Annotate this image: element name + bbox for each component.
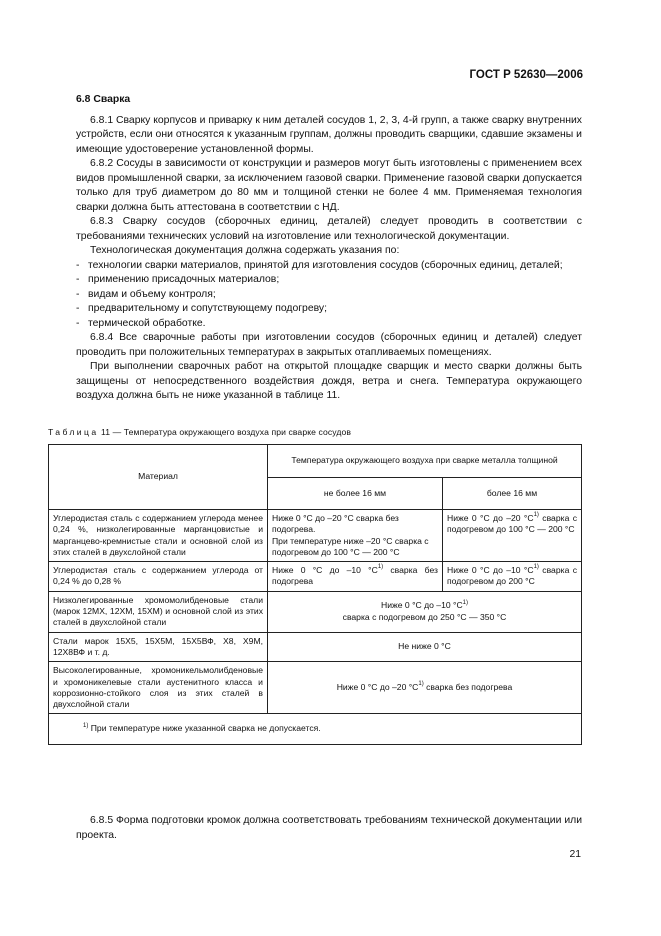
cell-thick: [443, 562, 582, 592]
cell-material: Углеродистая сталь с содержанием углерода менее 0,24 %, низколегированные марганцовистые и марганцево-кремнистые стали и основной слой из этих сталей в двухслойной стали: [49, 510, 268, 562]
list-item: [76, 302, 582, 317]
list-item-text: технологии сварки материалов, принятой для изготовления сосудов (сборочных единиц, деталей;: [88, 259, 563, 271]
table-caption-text: 11 — Температура окружающего воздуха при сварке сосудов: [98, 427, 352, 437]
footnote-ref: 1): [377, 564, 384, 571]
cell-material: Низколегированные хромомолибденовые стали (марок 12МХ, 12ХМ, 15ХМ) и основной слой из этих сталей в двухслойной стали: [49, 591, 268, 632]
list-item-text: видам и объему контроля;: [88, 288, 216, 300]
paragraph-tech-doc: Технологическая документация должна содержать указания по:: [90, 245, 400, 256]
cell-text: сварка без подогрева: [423, 682, 513, 693]
table-row: [49, 662, 582, 714]
table-row: [49, 562, 582, 592]
list-item-text: применению присадочных материалов;: [88, 274, 280, 285]
paragraph-6-8-1: 6.8.1 Сварку корпусов и приварку к ним деталей сосудов 1, 2, 3, 4-й групп, а также сварку внутренних устройств, если они относятся к указанным группам, должны проводить сварщики, сдавшие экзамены и имеющие удостоверение установленной формы.: [76, 114, 582, 155]
cell-merged: [268, 662, 582, 714]
table-row: [49, 591, 582, 632]
table-row: [49, 510, 582, 562]
temperature-table: [48, 444, 582, 745]
list-item: [76, 259, 582, 274]
table-footnote: [49, 714, 582, 744]
cell-text: сварка с подогревом до 250 °С — 350 °С: [342, 611, 507, 622]
list-dash: -: [76, 274, 80, 285]
cell-merged: Не ниже 0 °С: [268, 632, 582, 662]
cell-thin: Ниже 0 °С до –20 °С сварка без подогрева. При температуре ниже –20 °С сварка с подогревом до 100 °С — 200 °С: [268, 510, 443, 562]
cell-merged: [268, 591, 582, 632]
list-dash: -: [76, 288, 80, 300]
footnote-ref: 1): [533, 512, 539, 519]
cell-text: Ниже 0 °С до –10 °С: [272, 565, 378, 576]
list-item: [76, 317, 582, 332]
paragraph-6-8-3: 6.8.3 Сварку сосудов (сборочных единиц, деталей) следует проводить в соответствии с требованиями технических условий на изготовление или технологической документации.: [76, 216, 582, 242]
list-item: [76, 288, 582, 303]
footnote-ref: 1): [418, 681, 424, 688]
table-row: [49, 632, 582, 662]
list-item-text: предварительному и сопутствующему подогреву;: [88, 303, 327, 314]
cell-text: Ниже 0 °С до –20 °С: [447, 513, 534, 523]
header-thick: более 16 мм: [443, 478, 582, 510]
cell-text: Ниже 0 °С до –10 °С: [447, 565, 534, 576]
paragraph-6-8-4: 6.8.4 Все сварочные работы при изготовлении сосудов (сборочных единиц и деталей) следует проводить при положительных температурах в закрытых отапливаемых помещениях.: [76, 332, 582, 358]
table-caption-label: Таблица: [48, 427, 99, 437]
paragraph-6-8-5: 6.8.5 Форма подготовки кромок должна соответствовать требованиям технической документации или проекта.: [76, 815, 582, 841]
list-dash: -: [76, 259, 80, 271]
header-material: Материал: [49, 445, 268, 510]
after-table-text: [76, 814, 582, 843]
cell-material: Углеродистая сталь с содержанием углерода от 0,24 % до 0,28 %: [49, 562, 268, 592]
footnote-mark: 1): [83, 722, 89, 729]
cell-material: Высоколегированные, хромоникельмолибденовые и хромоникелевые стали аустенитного класса и коррозионно-стойкого слоя из этих сталей в двухслойной стали: [49, 662, 268, 714]
list-item-text: термической обработке.: [88, 317, 206, 329]
cell-material: Стали марок 15Х5, 15Х5М, 15Х5ВФ, Х8, Х9М, 12Х8ВФ и т. д.: [49, 632, 268, 662]
list-item: [76, 273, 582, 288]
footnote-text: При температуре ниже указанной сварка не допускается.: [88, 723, 321, 734]
list-dash: -: [76, 303, 80, 314]
header-thin: не более 16 мм: [268, 478, 443, 510]
cell-text: сварка без подогрева: [272, 565, 438, 587]
footnote-ref: 1): [462, 599, 468, 606]
page-number: 21: [569, 849, 581, 860]
cell-text: Ниже 0 °С до –10 °С: [380, 600, 463, 611]
header-temperature: Температура окружающего воздуха при сварке металла толщиной: [268, 445, 582, 478]
cell-thin: [268, 562, 443, 592]
cell-text: сварка с подогревом до 200 °С: [447, 565, 578, 587]
table-caption: [48, 427, 351, 437]
cell-thick: [443, 510, 582, 562]
document-code: ГОСТ Р 52630—2006: [469, 69, 583, 81]
paragraph-6-8-2: 6.8.2 Сосуды в зависимости от конструкции и размеров могут быть изготовлены с применением всех видов промышленной сварки, за исключением газовой сварки. Применение газовой сварки допускается только для труб диаметром до 80 мм и толщиной стенки не более 4 мм. Применяемая технология сварки должна быть аттестована в соответствии с НД.: [76, 158, 582, 213]
paragraph-open-site: При выполнении сварочных работ на открытой площадке сварщик и место сварки должны быть защищены от непосредственного воздействия дождя, ветра и снега. Температура окружающего воздуха должна быть не ниже указанной в таблице 11.: [76, 361, 582, 401]
cell-text: Ниже 0 °С до –20 °С: [336, 682, 419, 693]
main-text: [76, 93, 582, 404]
footnote-ref: 1): [533, 564, 539, 571]
section-title: 6.8 Сварка: [76, 94, 131, 105]
cell-text: сварка с подогревом до 100 °С — 200 °С: [447, 513, 578, 535]
list-dash: -: [76, 317, 80, 329]
